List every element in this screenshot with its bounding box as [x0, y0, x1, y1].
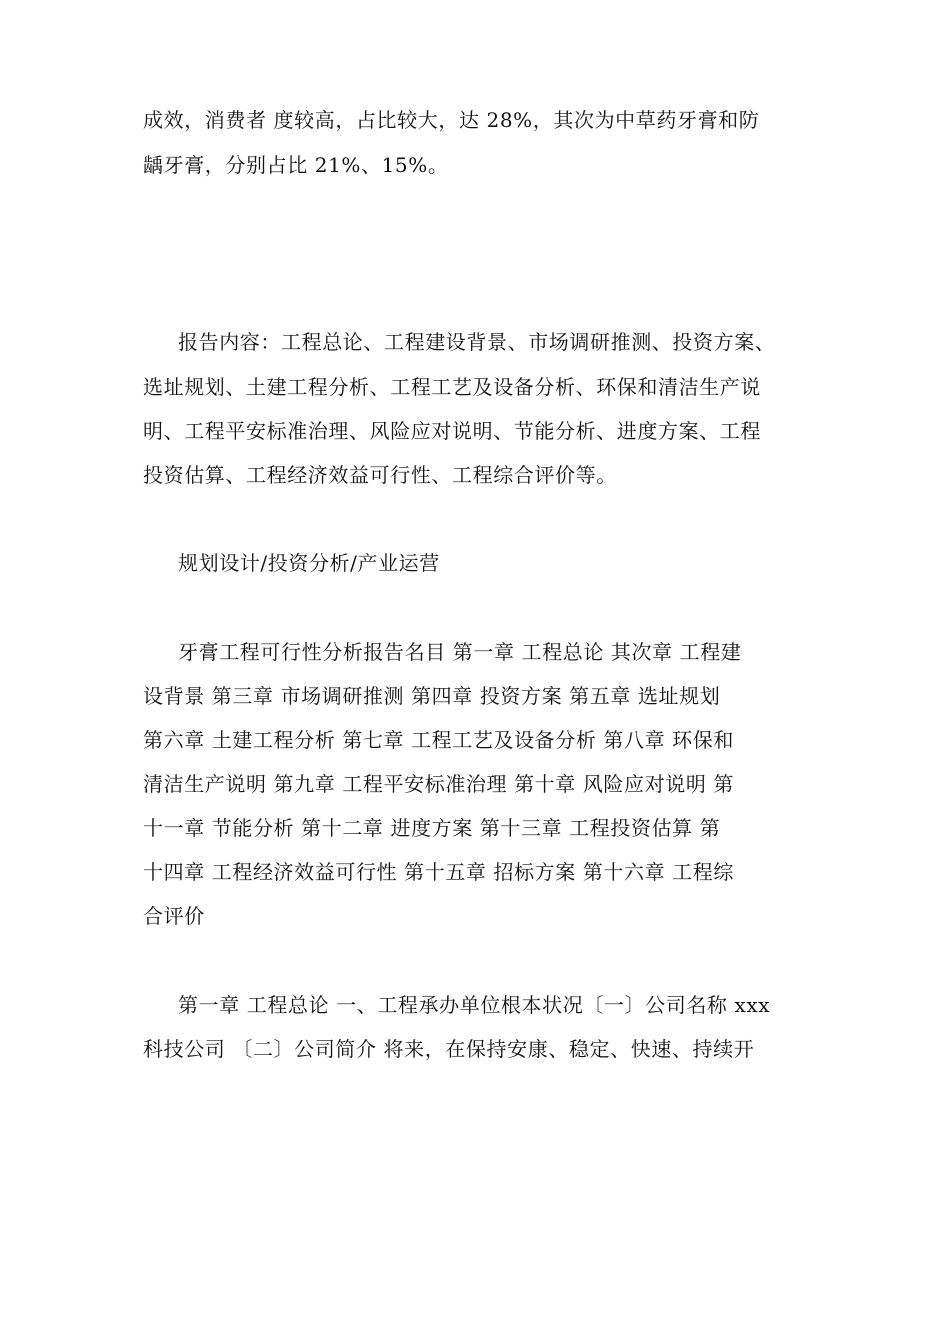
paragraph-line: 明、工程平安标准治理、风险应对说明、节能分析、进度方案、工程 [143, 419, 761, 443]
paragraph-line: 龋牙膏，分别占比 21%、15%。 [143, 153, 449, 177]
paragraph-line: 规划设计/投资分析/产业运营 [178, 551, 440, 575]
paragraph-line: 清洁生产说明 第九章 工程平安标准治理 第十章 风险应对说明 第 [143, 772, 734, 796]
paragraph-line: 合评价 [143, 904, 205, 928]
paragraph-line: 科技公司 〔二〕公司简介 将来，在保持安康、稳定、快速、持续开 [143, 1037, 755, 1061]
paragraph-line: 十一章 节能分析 第十二章 进度方案 第十三章 工程投资估算 第 [143, 816, 721, 840]
paragraph-line: 十四章 工程经济效益可行性 第十五章 招标方案 第十六章 工程综 [143, 860, 734, 884]
paragraph-line: 成效，消费者 度较高，占比较大，达 28%，其次为中草药牙膏和防 [143, 108, 760, 132]
paragraph-line: 第一章 工程总论 一、工程承办单位根本状况〔一〕公司名称 xxx [178, 993, 771, 1017]
paragraph-line: 牙膏工程可行性分析报告名目 第一章 工程总论 其次章 工程建 [178, 640, 742, 664]
paragraph-line: 设背景 第三章 市场调研推测 第四章 投资方案 第五章 选址规划 [143, 684, 721, 708]
paragraph-line: 第六章 土建工程分析 第七章 工程工艺及设备分析 第八章 环保和 [143, 728, 734, 752]
paragraph-line: 选址规划、土建工程分析、工程工艺及设备分析、环保和清洁生产说 [143, 375, 761, 399]
paragraph-line: 报告内容：工程总论、工程建设背景、市场调研推测、投资方案、 [178, 330, 776, 354]
paragraph-line: 投资估算、工程经济效益可行性、工程综合评价等。 [143, 463, 617, 487]
